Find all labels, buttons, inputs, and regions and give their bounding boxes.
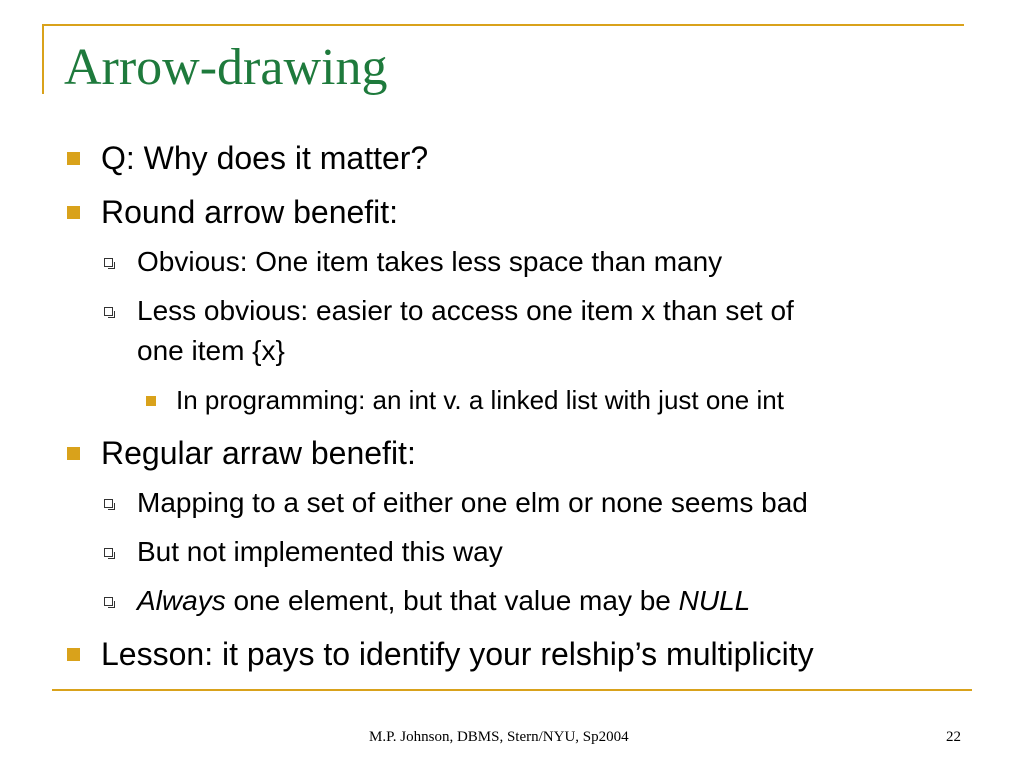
sub-bullet-item — [137, 535, 503, 569]
bottom-rule — [52, 689, 972, 691]
bullet-item — [101, 193, 398, 231]
sub-bullet-text: Mapping to a set of either one elm or none seems bad — [137, 487, 808, 518]
bullet-text: Q: Why does it matter? — [101, 140, 429, 176]
sub-bullet-text-line-2: one item {x} — [137, 335, 285, 366]
filled-square-bullet-icon — [67, 648, 80, 661]
sub-bullet-item — [137, 584, 750, 618]
sub-bullet-continuation — [137, 334, 285, 368]
bullet-text: Round arrow benefit: — [101, 194, 399, 230]
bullet-item — [101, 139, 428, 177]
bullet-text: Regular arraw benefit: — [101, 435, 416, 471]
slide-title: Arrow-drawing — [64, 39, 388, 96]
sub-bullet-text: But not implemented this way — [137, 536, 503, 567]
page-number: 22 — [946, 729, 961, 745]
hollow-square-bullet-icon — [104, 548, 113, 557]
sub-bullet-item — [137, 486, 808, 520]
hollow-square-bullet-icon — [104, 307, 113, 316]
hollow-square-bullet-icon — [104, 258, 113, 267]
filled-square-bullet-icon — [67, 152, 80, 165]
sub-bullet-item — [137, 294, 794, 328]
sub-bullet-text-line-1: Less obvious: easier to access one item x than set of — [137, 295, 794, 326]
sub-sub-bullet-text: In programming: an int v. a linked list with just one int — [176, 385, 784, 415]
filled-square-bullet-icon — [146, 396, 156, 406]
sub-bullet-text: Obvious: One item takes less space than many — [137, 246, 723, 277]
sub-sub-bullet-item — [176, 384, 784, 416]
sub-bullet-italic-start: Always — [137, 585, 226, 616]
bullet-item — [101, 434, 416, 472]
hollow-square-bullet-icon — [104, 597, 113, 606]
filled-square-bullet-icon — [67, 206, 80, 219]
sub-bullet-text: one element, but that value may be — [225, 585, 679, 616]
filled-square-bullet-icon — [67, 447, 80, 460]
hollow-square-bullet-icon — [104, 499, 113, 508]
bullet-text: Lesson: it pays to identify your relship’s multiplicity — [101, 636, 814, 672]
sub-bullet-item — [137, 245, 722, 279]
sub-bullet-italic-end: NULL — [678, 585, 751, 616]
bullet-item — [101, 635, 814, 673]
footer-credit: M.P. Johnson, DBMS, Stern/NYU, Sp2004 — [369, 729, 629, 745]
